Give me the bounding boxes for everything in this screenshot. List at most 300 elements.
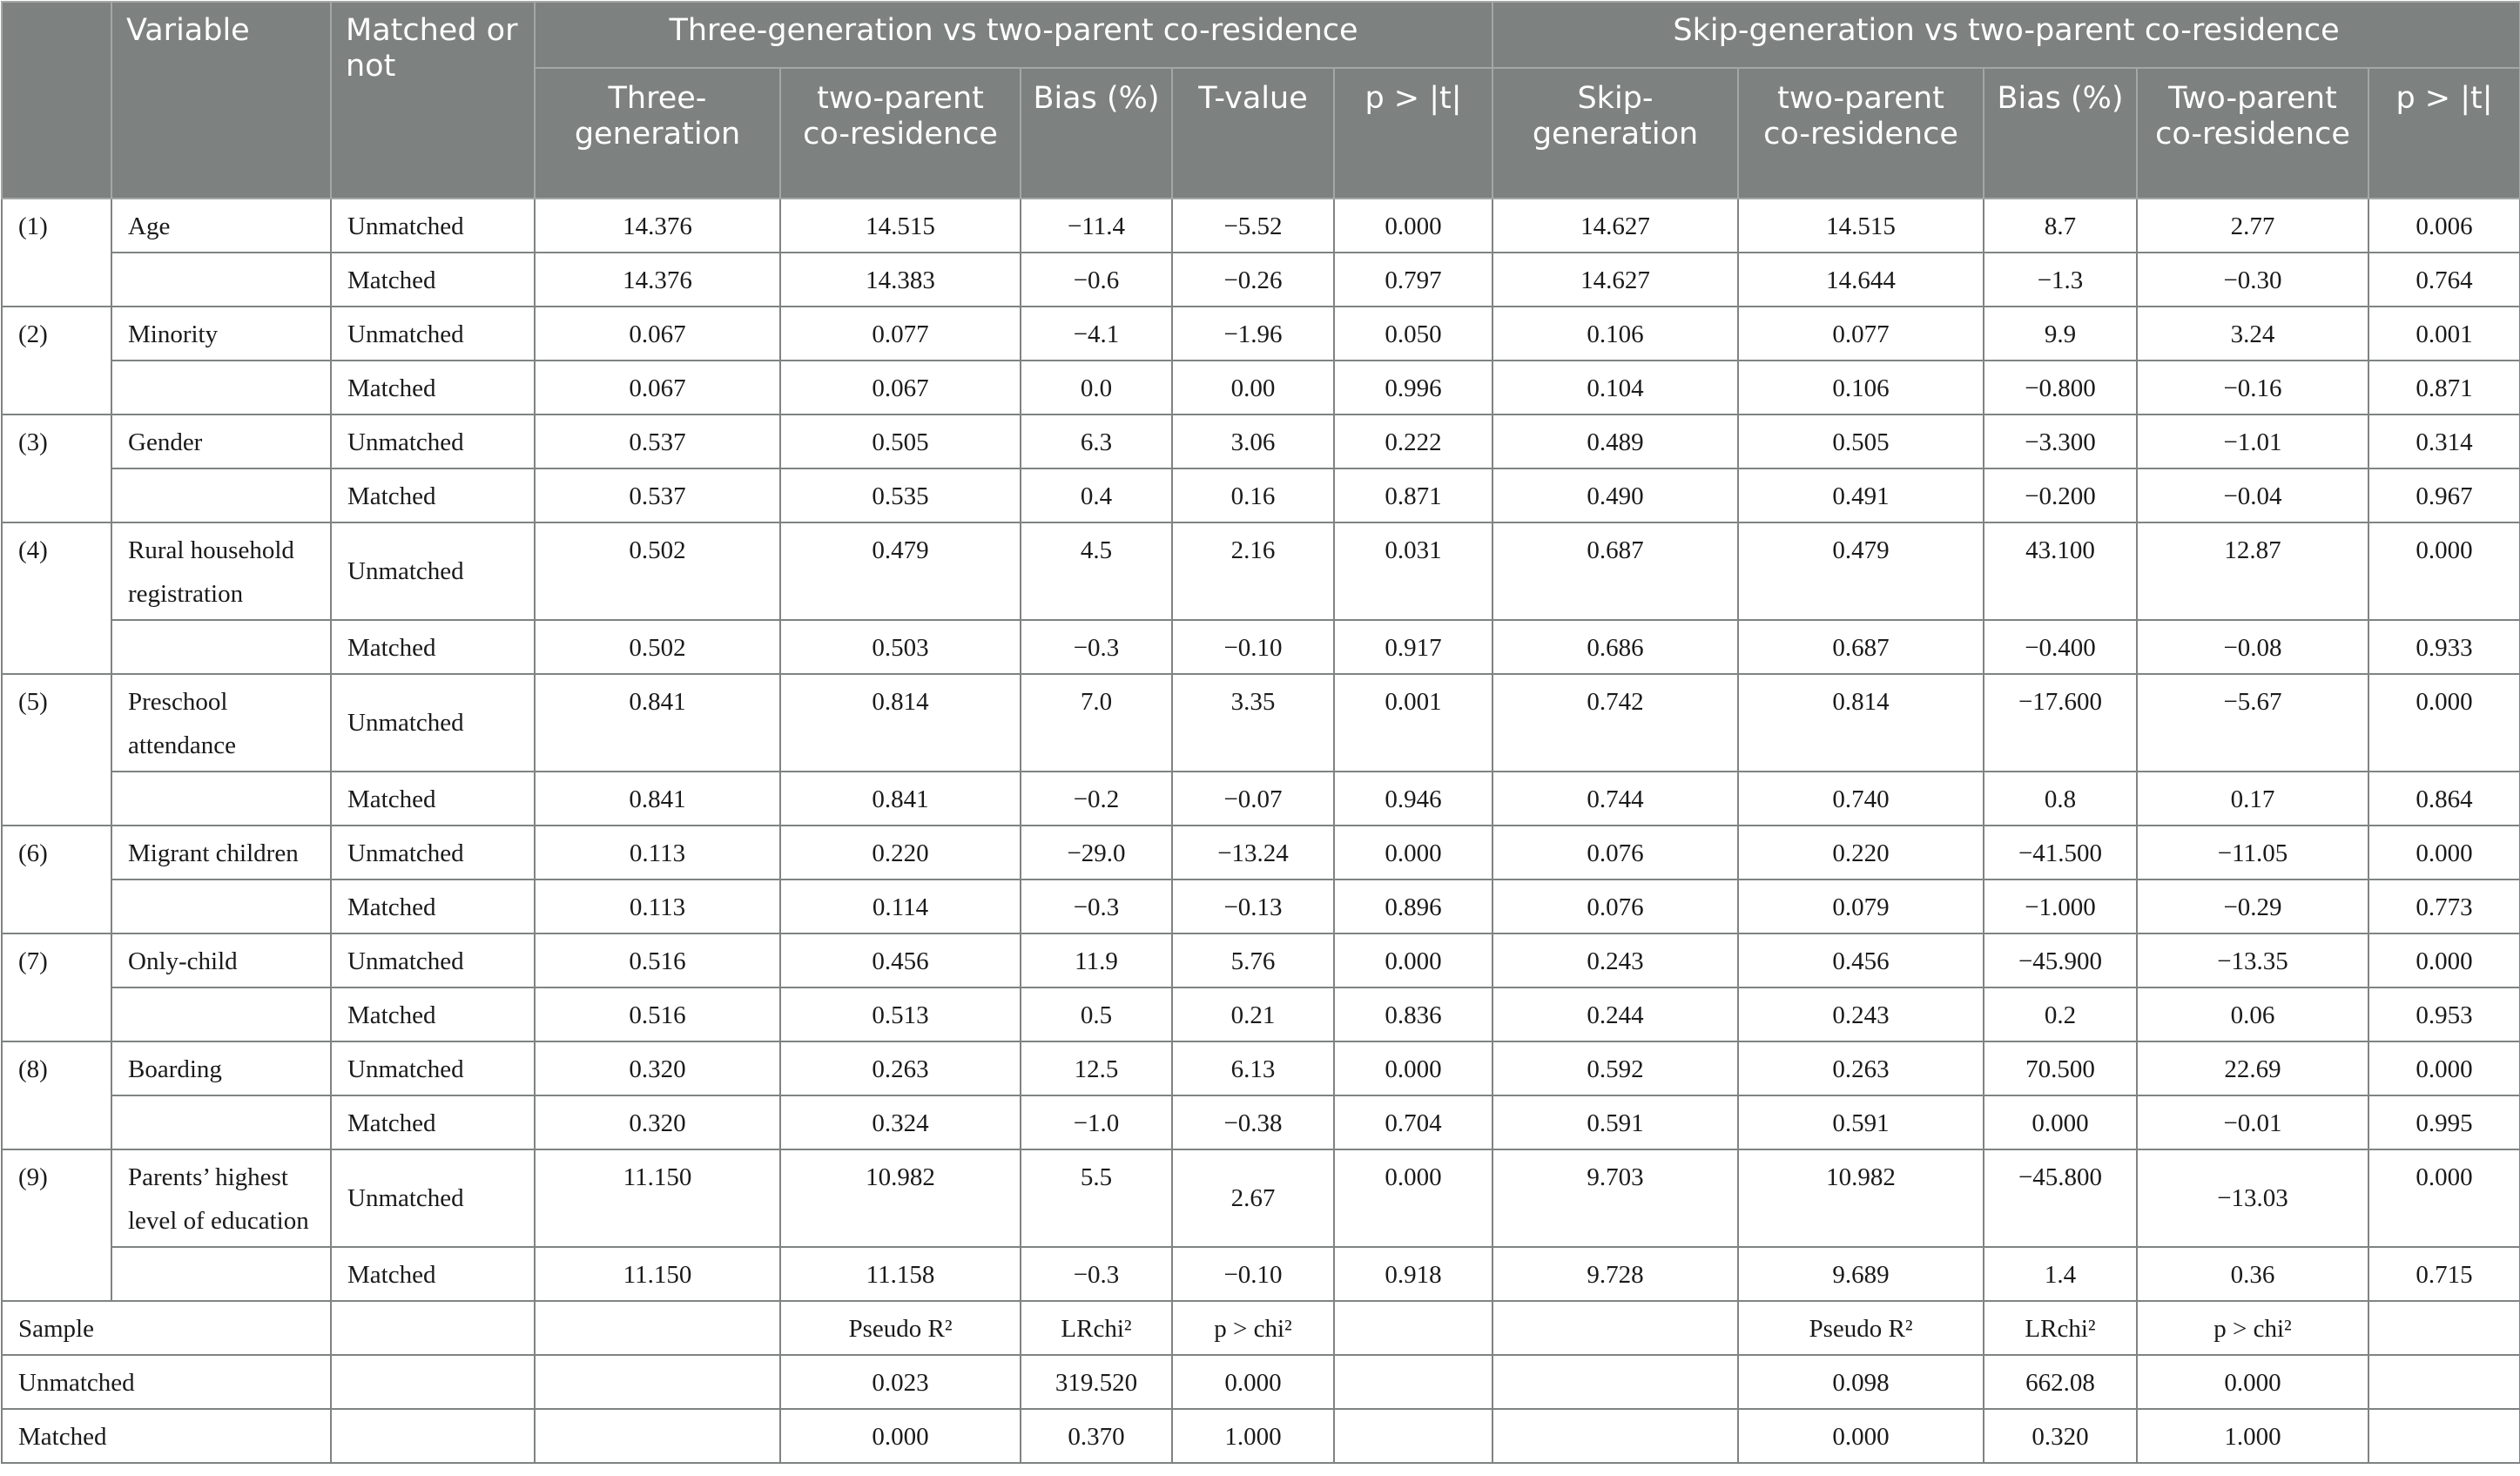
match-status: Matched (331, 987, 535, 1041)
table-row (2, 1355, 2520, 1409)
cell-value: 0.21 (1172, 987, 1334, 1041)
variable-name: Minority (111, 307, 331, 361)
cell-value: 3.35 (1172, 674, 1334, 772)
cell-value: 43.100 (1984, 522, 2137, 620)
table-row (2, 1149, 2520, 1247)
variable-name-empty (111, 1095, 331, 1149)
cell-value: 0.917 (1334, 620, 1492, 674)
cell-value: 0.841 (780, 772, 1021, 826)
cell-value: 0.764 (2368, 253, 2520, 307)
cell-value: −1.000 (1984, 880, 2137, 933)
stats-header: LRchi² (1021, 1301, 1172, 1355)
cell-value: −45.800 (1984, 1149, 2137, 1247)
cell-value: 2.16 (1172, 522, 1334, 620)
match-status: Matched (331, 468, 535, 522)
cell-value: −3.300 (1984, 414, 2137, 468)
cell-value: 0.113 (535, 826, 780, 880)
cell-value: 1.4 (1984, 1247, 2137, 1301)
cell-value: 0.001 (2368, 307, 2520, 361)
stats-label: Sample (2, 1301, 331, 1355)
empty-cell (1492, 1355, 1738, 1409)
cell-value: −1.3 (1984, 253, 2137, 307)
cell-value: −0.200 (1984, 468, 2137, 522)
table-row (2, 772, 2520, 826)
row-index: (5) (2, 674, 111, 826)
cell-value: 5.5 (1021, 1149, 1172, 1247)
cell-value: 0.16 (1172, 468, 1334, 522)
cell-value: −0.07 (1172, 772, 1334, 826)
cell-value: 0.000 (2368, 826, 2520, 880)
cell-value: 12.87 (2137, 522, 2368, 620)
stats-value: 0.320 (1984, 1409, 2137, 1463)
cell-value: −0.800 (1984, 361, 2137, 414)
table-row (2, 1409, 2520, 1463)
cell-value: −13.03 (2137, 1149, 2368, 1247)
cell-value: 0.000 (2368, 1149, 2520, 1247)
variable-name: Boarding (111, 1041, 331, 1095)
cell-value: 8.7 (1984, 199, 2137, 253)
match-status: Matched (331, 253, 535, 307)
cell-value: −1.96 (1172, 307, 1334, 361)
variable-name-empty (111, 880, 331, 933)
header-two-parent-co-residence: Two-parent co-residence (2137, 68, 2368, 199)
cell-value: 0.592 (1492, 1041, 1738, 1095)
cell-value: 0.220 (1738, 826, 1984, 880)
variable-name: Preschool attendance (111, 674, 331, 772)
table-row (2, 826, 2520, 880)
cell-value: 0.076 (1492, 826, 1738, 880)
match-status: Unmatched (331, 522, 535, 620)
empty-cell (1334, 1409, 1492, 1463)
cell-value: 0.996 (1334, 361, 1492, 414)
stats-value: 1.000 (2137, 1409, 2368, 1463)
cell-value: 0.104 (1492, 361, 1738, 414)
cell-value: 0.773 (2368, 880, 2520, 933)
cell-value: 0.076 (1492, 880, 1738, 933)
cell-value: 0.5 (1021, 987, 1172, 1041)
variable-name: Parents’ highest level of education (111, 1149, 331, 1247)
cell-value: 7.0 (1021, 674, 1172, 772)
cell-value: −0.30 (2137, 253, 2368, 307)
cell-value: 0.000 (2368, 674, 2520, 772)
header-bias: Bias (%) (1984, 68, 2137, 199)
cell-value: 3.24 (2137, 307, 2368, 361)
cell-value: −41.500 (1984, 826, 2137, 880)
variable-name: Rural household registration (111, 522, 331, 620)
variable-name-empty (111, 253, 331, 307)
cell-value: 0.263 (780, 1041, 1021, 1095)
row-index: (6) (2, 826, 111, 933)
table-row (2, 199, 2520, 253)
match-status: Matched (331, 772, 535, 826)
table-row (2, 414, 2520, 468)
empty-cell (1492, 1301, 1738, 1355)
row-index: (1) (2, 199, 111, 307)
cell-value: 0.001 (1334, 674, 1492, 772)
row-index: (7) (2, 933, 111, 1041)
cell-value: 0.516 (535, 933, 780, 987)
match-status: Matched (331, 880, 535, 933)
header-bias: Bias (%) (1021, 68, 1172, 199)
cell-value: 0.491 (1738, 468, 1984, 522)
cell-value: 0.314 (2368, 414, 2520, 468)
cell-value: 0.864 (2368, 772, 2520, 826)
cell-value: 0.918 (1334, 1247, 1492, 1301)
header-matched-or-not: Matched or not (331, 2, 535, 199)
cell-value: −0.13 (1172, 880, 1334, 933)
cell-value: 0.17 (2137, 772, 2368, 826)
stats-value: 0.370 (1021, 1409, 1172, 1463)
cell-value: 14.515 (1738, 199, 1984, 253)
cell-value: 14.376 (535, 253, 780, 307)
table-row (2, 987, 2520, 1041)
cell-value: 0.000 (1334, 826, 1492, 880)
match-status: Unmatched (331, 826, 535, 880)
cell-value: 0.067 (535, 361, 780, 414)
cell-value: 0.320 (535, 1041, 780, 1095)
cell-value: 2.77 (2137, 199, 2368, 253)
row-index: (8) (2, 1041, 111, 1149)
empty-cell (535, 1409, 780, 1463)
cell-value: 10.982 (780, 1149, 1021, 1247)
row-index: (3) (2, 414, 111, 522)
variable-name: Gender (111, 414, 331, 468)
variable-name: Age (111, 199, 331, 253)
match-status: Unmatched (331, 674, 535, 772)
cell-value: 11.9 (1021, 933, 1172, 987)
cell-value: −0.26 (1172, 253, 1334, 307)
cell-value: 0.220 (780, 826, 1021, 880)
row-index: (4) (2, 522, 111, 674)
empty-cell (331, 1301, 535, 1355)
cell-value: 9.689 (1738, 1247, 1984, 1301)
cell-value: −5.67 (2137, 674, 2368, 772)
cell-value: 14.376 (535, 199, 780, 253)
cell-value: 0.06 (2137, 987, 2368, 1041)
psm-balance-table (1, 1, 2520, 1464)
cell-value: −0.400 (1984, 620, 2137, 674)
cell-value: 14.515 (780, 199, 1021, 253)
row-index: (9) (2, 1149, 111, 1301)
cell-value: 0.244 (1492, 987, 1738, 1041)
cell-value: −0.2 (1021, 772, 1172, 826)
variable-name-empty (111, 1247, 331, 1301)
header-two-parent-co-residence: two-parent co-residence (780, 68, 1021, 199)
variable-name-empty (111, 987, 331, 1041)
table-row (2, 933, 2520, 987)
cell-value: 0.871 (1334, 468, 1492, 522)
cell-value: 0.36 (2137, 1247, 2368, 1301)
cell-value: 11.158 (780, 1247, 1021, 1301)
header-p-value: p > |t| (2368, 68, 2520, 199)
variable-name: Migrant children (111, 826, 331, 880)
cell-value: 0.000 (1334, 199, 1492, 253)
cell-value: 0.505 (780, 414, 1021, 468)
cell-value: 0.841 (535, 772, 780, 826)
cell-value: 0.324 (780, 1095, 1021, 1149)
cell-value: 0.744 (1492, 772, 1738, 826)
match-status: Matched (331, 1247, 535, 1301)
cell-value: −0.04 (2137, 468, 2368, 522)
cell-value: −11.05 (2137, 826, 2368, 880)
cell-value: −1.01 (2137, 414, 2368, 468)
cell-value: 0.537 (535, 414, 780, 468)
cell-value: −0.3 (1021, 880, 1172, 933)
empty-cell (1334, 1355, 1492, 1409)
stats-header: LRchi² (1984, 1301, 2137, 1355)
stats-value: 0.000 (780, 1409, 1021, 1463)
header-group-three-generation: Three-generation vs two-parent co-residence (535, 2, 1492, 68)
cell-value: 0.050 (1334, 307, 1492, 361)
cell-value: 0.000 (1334, 1149, 1492, 1247)
cell-value: 0.031 (1334, 522, 1492, 620)
cell-value: 0.067 (535, 307, 780, 361)
cell-value: 22.69 (2137, 1041, 2368, 1095)
cell-value: 2.67 (1172, 1149, 1334, 1247)
table-body (2, 199, 2520, 1463)
cell-value: 9.703 (1492, 1149, 1738, 1247)
empty-cell (2368, 1355, 2520, 1409)
cell-value: −45.900 (1984, 933, 2137, 987)
cell-value: −0.08 (2137, 620, 2368, 674)
cell-value: 0.797 (1334, 253, 1492, 307)
cell-value: 14.627 (1492, 199, 1738, 253)
cell-value: 0.535 (780, 468, 1021, 522)
cell-value: 5.76 (1172, 933, 1334, 987)
cell-value: 10.982 (1738, 1149, 1984, 1247)
stats-value: 319.520 (1021, 1355, 1172, 1409)
cell-value: 0.000 (2368, 522, 2520, 620)
cell-value: 0.814 (1738, 674, 1984, 772)
cell-value: −11.4 (1021, 199, 1172, 253)
header-skip-generation: Skip-generation (1492, 68, 1738, 199)
table-row (2, 1041, 2520, 1095)
cell-value: 0.114 (780, 880, 1021, 933)
cell-value: 0.263 (1738, 1041, 1984, 1095)
cell-value: 0.704 (1334, 1095, 1492, 1149)
cell-value: −1.0 (1021, 1095, 1172, 1149)
variable-name-empty (111, 772, 331, 826)
cell-value: 0.320 (535, 1095, 780, 1149)
match-status: Matched (331, 361, 535, 414)
match-status: Unmatched (331, 199, 535, 253)
header-t-value: T-value (1172, 68, 1334, 199)
cell-value: 0.106 (1738, 361, 1984, 414)
cell-value: 4.5 (1021, 522, 1172, 620)
variable-name-empty (111, 468, 331, 522)
cell-value: −0.10 (1172, 1247, 1334, 1301)
row-index: (2) (2, 307, 111, 414)
cell-value: 0.243 (1738, 987, 1984, 1041)
cell-value: −0.16 (2137, 361, 2368, 414)
variable-name: Only-child (111, 933, 331, 987)
table-header (2, 2, 2520, 199)
cell-value: 0.953 (2368, 987, 2520, 1041)
cell-value: 14.627 (1492, 253, 1738, 307)
cell-value: 0.000 (1334, 933, 1492, 987)
stats-header: p > chi² (2137, 1301, 2368, 1355)
cell-value: 0.687 (1492, 522, 1738, 620)
cell-value: 0.000 (1334, 1041, 1492, 1095)
match-status: Unmatched (331, 1041, 535, 1095)
stats-label: Matched (2, 1409, 331, 1463)
match-status: Unmatched (331, 1149, 535, 1247)
cell-value: 0.967 (2368, 468, 2520, 522)
cell-value: 0.505 (1738, 414, 1984, 468)
table-row (2, 468, 2520, 522)
cell-value: 0.077 (1738, 307, 1984, 361)
cell-value: 0.686 (1492, 620, 1738, 674)
cell-value: 0.896 (1334, 880, 1492, 933)
empty-cell (535, 1355, 780, 1409)
cell-value: 0.113 (535, 880, 780, 933)
cell-value: −0.3 (1021, 1247, 1172, 1301)
cell-value: 0.456 (780, 933, 1021, 987)
cell-value: 3.06 (1172, 414, 1334, 468)
empty-cell (535, 1301, 780, 1355)
cell-value: −17.600 (1984, 674, 2137, 772)
empty-cell (331, 1409, 535, 1463)
cell-value: 0.995 (2368, 1095, 2520, 1149)
match-status: Unmatched (331, 414, 535, 468)
empty-cell (2368, 1301, 2520, 1355)
stats-value: 0.098 (1738, 1355, 1984, 1409)
cell-value: −0.29 (2137, 880, 2368, 933)
cell-value: −4.1 (1021, 307, 1172, 361)
cell-value: −0.3 (1021, 620, 1172, 674)
match-status: Unmatched (331, 933, 535, 987)
cell-value: 0.490 (1492, 468, 1738, 522)
cell-value: 14.383 (780, 253, 1021, 307)
header-two-parent-co-residence: two-parent co-residence (1738, 68, 1984, 199)
cell-value: 0.456 (1738, 933, 1984, 987)
table-row (2, 522, 2520, 620)
stats-value: 0.000 (2137, 1355, 2368, 1409)
cell-value: 11.150 (535, 1149, 780, 1247)
cell-value: 0.836 (1334, 987, 1492, 1041)
stats-value: 1.000 (1172, 1409, 1334, 1463)
cell-value: 0.740 (1738, 772, 1984, 826)
table-row (2, 674, 2520, 772)
empty-cell (1334, 1301, 1492, 1355)
cell-value: −0.6 (1021, 253, 1172, 307)
cell-value: 6.3 (1021, 414, 1172, 468)
variable-name-empty (111, 620, 331, 674)
cell-value: 0.006 (2368, 199, 2520, 253)
header-three-generation: Three-generation (535, 68, 780, 199)
variable-name-empty (111, 361, 331, 414)
cell-value: 0.479 (1738, 522, 1984, 620)
match-status: Matched (331, 620, 535, 674)
stats-header: Pseudo R² (1738, 1301, 1984, 1355)
stats-value: 0.000 (1172, 1355, 1334, 1409)
cell-value: −0.10 (1172, 620, 1334, 674)
stats-label: Unmatched (2, 1355, 331, 1409)
empty-cell (2368, 1409, 2520, 1463)
table-row (2, 1301, 2520, 1355)
table-row (2, 1095, 2520, 1149)
cell-value: 0.000 (2368, 1041, 2520, 1095)
cell-value: 0.502 (535, 620, 780, 674)
cell-value: 0.742 (1492, 674, 1738, 772)
cell-value: 9.9 (1984, 307, 2137, 361)
cell-value: 14.644 (1738, 253, 1984, 307)
cell-value: 0.489 (1492, 414, 1738, 468)
stats-header: p > chi² (1172, 1301, 1334, 1355)
header-group-skip-generation: Skip-generation vs two-parent co-residence (1492, 2, 2520, 68)
cell-value: 0.4 (1021, 468, 1172, 522)
table-row (2, 307, 2520, 361)
cell-value: 0.00 (1172, 361, 1334, 414)
cell-value: 0.591 (1492, 1095, 1738, 1149)
cell-value: 0.933 (2368, 620, 2520, 674)
cell-value: 0.516 (535, 987, 780, 1041)
cell-value: 0.503 (780, 620, 1021, 674)
cell-value: −0.01 (2137, 1095, 2368, 1149)
cell-value: 0.243 (1492, 933, 1738, 987)
cell-value: 0.000 (2368, 933, 2520, 987)
cell-value: 0.479 (780, 522, 1021, 620)
stats-value: 0.000 (1738, 1409, 1984, 1463)
cell-value: 0.537 (535, 468, 780, 522)
match-status: Unmatched (331, 307, 535, 361)
cell-value: 0.715 (2368, 1247, 2520, 1301)
cell-value: 9.728 (1492, 1247, 1738, 1301)
cell-value: −13.35 (2137, 933, 2368, 987)
header-p-value: p > |t| (1334, 68, 1492, 199)
cell-value: 0.000 (1984, 1095, 2137, 1149)
cell-value: 0.079 (1738, 880, 1984, 933)
header-variable: Variable (111, 2, 331, 199)
stats-value: 0.023 (780, 1355, 1021, 1409)
cell-value: 0.841 (535, 674, 780, 772)
stats-header: Pseudo R² (780, 1301, 1021, 1355)
match-status: Matched (331, 1095, 535, 1149)
table-row (2, 880, 2520, 933)
header-index (2, 2, 111, 199)
table-row (2, 253, 2520, 307)
cell-value: 0.871 (2368, 361, 2520, 414)
cell-value: 70.500 (1984, 1041, 2137, 1095)
cell-value: 0.513 (780, 987, 1021, 1041)
cell-value: −0.38 (1172, 1095, 1334, 1149)
cell-value: 0.077 (780, 307, 1021, 361)
empty-cell (1492, 1409, 1738, 1463)
cell-value: 0.067 (780, 361, 1021, 414)
cell-value: 0.946 (1334, 772, 1492, 826)
cell-value: 0.502 (535, 522, 780, 620)
cell-value: 0.106 (1492, 307, 1738, 361)
table-row (2, 620, 2520, 674)
cell-value: −5.52 (1172, 199, 1334, 253)
cell-value: 6.13 (1172, 1041, 1334, 1095)
cell-value: 0.687 (1738, 620, 1984, 674)
stats-value: 662.08 (1984, 1355, 2137, 1409)
cell-value: 12.5 (1021, 1041, 1172, 1095)
table-row (2, 1247, 2520, 1301)
cell-value: 11.150 (535, 1247, 780, 1301)
cell-value: 0.591 (1738, 1095, 1984, 1149)
cell-value: −13.24 (1172, 826, 1334, 880)
cell-value: −29.0 (1021, 826, 1172, 880)
empty-cell (331, 1355, 535, 1409)
cell-value: 0.814 (780, 674, 1021, 772)
cell-value: 0.8 (1984, 772, 2137, 826)
cell-value: 0.2 (1984, 987, 2137, 1041)
cell-value: 0.0 (1021, 361, 1172, 414)
table-row (2, 361, 2520, 414)
cell-value: 0.222 (1334, 414, 1492, 468)
